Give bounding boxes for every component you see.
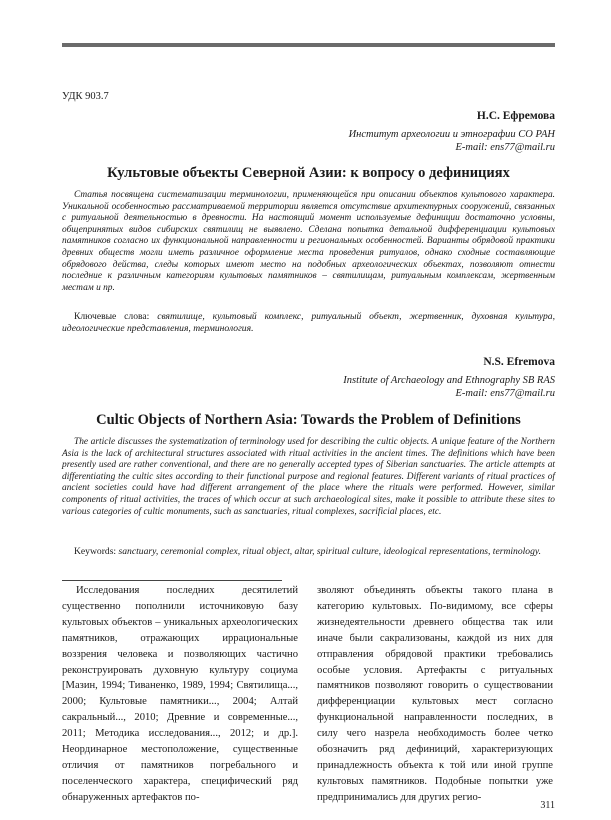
en-keywords bbox=[62, 546, 555, 558]
en-affiliation bbox=[343, 374, 555, 400]
ru-keywords-label: Ключевые слова: bbox=[74, 311, 150, 322]
page-number: 311 bbox=[540, 800, 555, 811]
en-abstract: The article discusses the systematization of terminology used for describing the cultic objects. A unique feature of the Northern Asia is the lack of architectural structures associated with ritual activities in the ancient times. The definitions which have been presently used are rather conventional, and there are no generally accepted types of Siberian sanctuaries. The article attempts at differentiating the cultic sites according to their functional purpose and regional features. Different variants of ritual practices of ancient societies could have had different arrangement of the place where the rituals were performed. However, similar components of ritual activities, the traces of which occur at such archaeological sites, make it possible to attribute these sites to various categories of cultic monuments, such as sanctuaries, ritual complexes, sacrificial places, etc. bbox=[62, 437, 555, 517]
ru-abstract: Статья посвящена систематизации терминологии, применяющейся при описании объектов культового характера. Уникальной особенностью рассматриваемой территории является отсутствие архитектурных сооружений, связанных с ритуальной деятельностью в древности. На настоящий момент используемые дефиниции достаточно условны, общепринятых видов сибирских святилищ не выявлено. Сделана попытка детальной дифференциации культовых памятников согласно их функциональной направленности и региональных особенностей. Варианты обрядовой практики древних обществ могли иметь различное оформление места проведения ритуалов, однако сходные составляющие обрядового действа, следы которых имеют место на подобных археологических объектах, позволяют отнести последние к различным категориям культовых памятников – святилищам, ритуальным комплексам, жертвенным местам и пр. bbox=[62, 190, 555, 293]
en-email: E-mail: ens77@mail.ru bbox=[455, 388, 555, 399]
ru-author: Н.С. Ефремова bbox=[476, 110, 555, 122]
ru-keywords bbox=[62, 311, 555, 335]
en-author: N.S. Efremova bbox=[483, 356, 555, 368]
ru-institute: Институт археологии и этнографии СО РАН bbox=[348, 129, 555, 140]
body-column-left: Исследования последних десятилетий существенно пополнили источниковую базу культовых объектов – уникальных археологических памятников, отражающих иррациональные воззрения человека и позволяющих частично реконструировать духовную культуру социума [Мазин, 1994; Тиваненко, 1989, 1994; Святилища..., 2000; Культовые памятники..., 2004; Алтай сакральный..., 2010; Древние и современные..., 2011; Методика исследования..., 2012; и др.]. Неординарное местоположение, существенные отличия от памятников погребального и поселенческого характера, специфический ряд обнаруженных артефактов по- bbox=[62, 585, 298, 803]
en-keywords-label: Keywords: bbox=[74, 546, 117, 557]
ru-affiliation bbox=[349, 128, 555, 154]
body-column-right: зволяют объединять объекты такого плана в категорию культовых. По-видимому, все сферы жизнедеятельности древнего общества так или иначе были сакрализованы, каждой из них для отправления обрядовой практики требовались особые условия. Артефакты с ритуальных памятников позволяют говорить о существовании дифференциации культовых мест согласно функциональной направленности последних, в силу чего назрела необходимость более четко обозначить ряд дефиниций, характеризующих принадлежность объекта к той или иной группе культовых памятников. Подобные попытки уже предпринимались для других регио- bbox=[317, 585, 553, 803]
section-rule bbox=[62, 580, 282, 581]
ru-keywords-text: святилище, культовый комплекс, ритуальный объект, жертвенник, духовная культура, идеологические представления, терминология. bbox=[62, 311, 555, 334]
en-title: Cultic Objects of Northern Asia: Towards the Problem of Definitions bbox=[96, 412, 521, 428]
udk-code: УДК 903.7 bbox=[62, 91, 109, 102]
en-institute: Institute of Archaeology and Ethnography SB RAS bbox=[343, 375, 555, 386]
ru-title: Культовые объекты Северной Азии: к вопросу о дефинициях bbox=[107, 165, 510, 181]
header-rule bbox=[62, 43, 555, 47]
ru-email: E-mail: ens77@mail.ru bbox=[455, 142, 555, 153]
en-keywords-text: sanctuary, ceremonial complex, ritual object, altar, spiritual culture, ideological representations, terminology. bbox=[118, 546, 542, 557]
